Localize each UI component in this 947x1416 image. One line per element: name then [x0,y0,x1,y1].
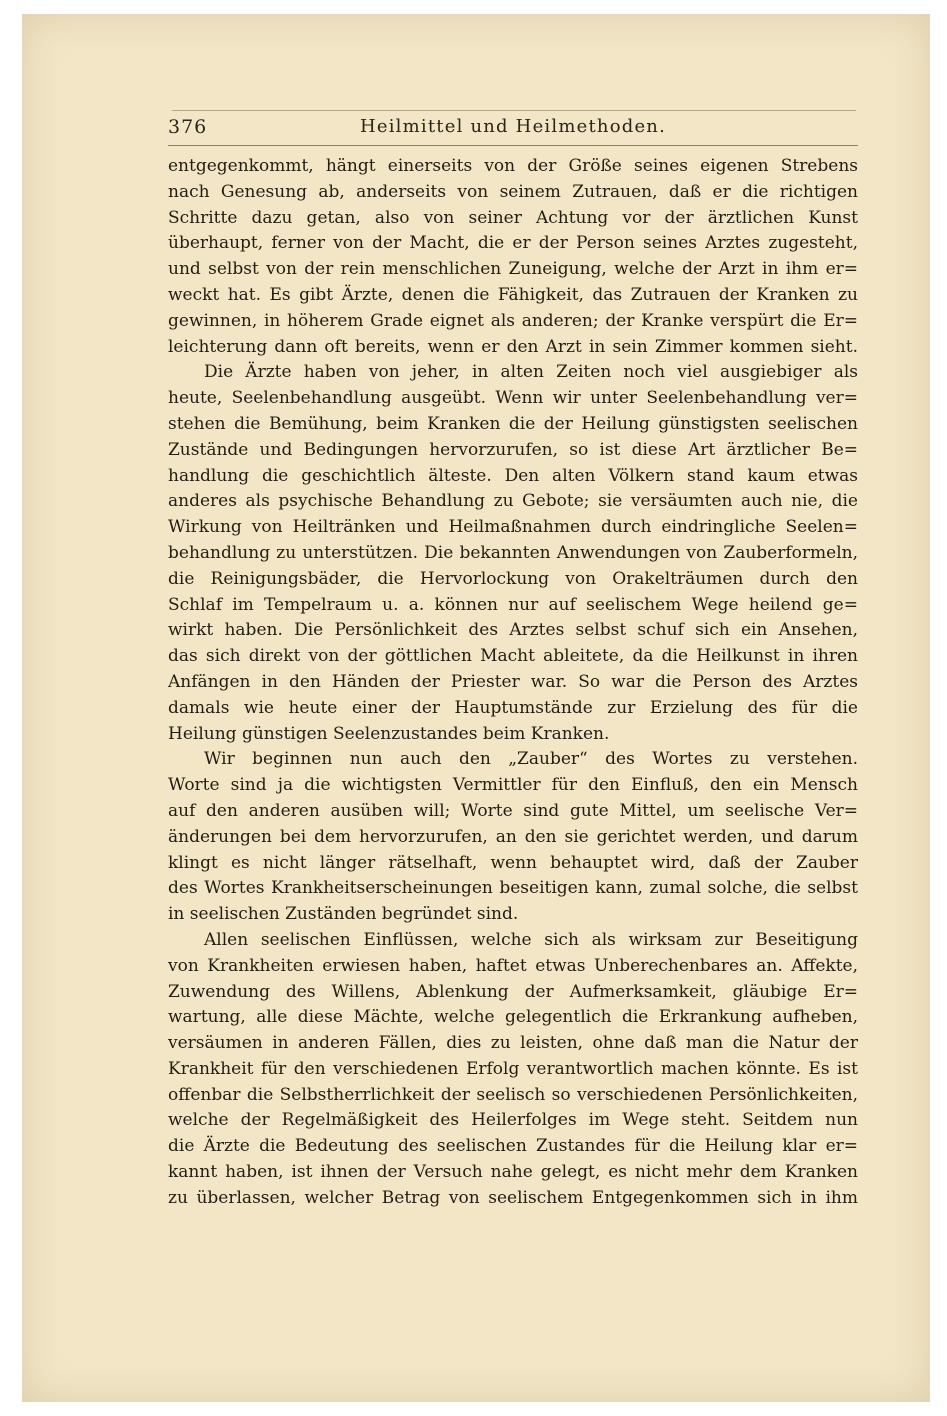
text-line: das sich direkt von der göttlichen Macht ableitete, da die Heilkunst in ihren [168,646,858,667]
text-line: zu überlassen, welcher Betrag von seelischem Entgegenkommen sich in ihm [168,1187,858,1208]
header-rule-top [172,110,856,111]
text-line: nach Genesung ab, anderseits von seinem Zutrauen, daß er die richtigen [168,181,858,202]
book-page [22,14,930,1402]
text-line: wartung, alle diese Mächte, welche gelegentlich die Erkrankung aufheben, [168,1007,858,1028]
text-line: änderungen bei dem hervorzurufen, an den sie gerichtet werden, und darum [168,826,858,847]
text-line: auf den anderen ausüben will; Worte sind gute Mittel, um seelische Ver= [168,800,858,821]
text-line: heute, Seelenbehandlung ausgeübt. Wenn wir unter Seelenbehandlung ver= [168,388,858,409]
text-line: Anfängen in den Händen der Priester war. So war die Person des Arztes [168,671,858,692]
text-line: Die Ärzte haben von jeher, in alten Zeiten noch viel ausgiebiger als [204,362,858,383]
text-line: von Krankheiten erwiesen haben, haftet etwas Unberechenbares an. Affekte, [168,955,858,976]
text-line: überhaupt, ferner von der Macht, die er der Person seines Arztes zugesteht, [168,233,858,254]
text-line: welche der Regelmäßigkeit des Heilerfolges im Wege steht. Seitdem nun [168,1110,858,1131]
text-line: entgegenkommt, hängt einerseits von der Größe seines eigenen Strebens [168,156,858,176]
text-line: Zuwendung des Willens, Ablenkung der Aufmerksamkeit, gläubige Er= [168,981,858,1002]
text-line: kannt haben, ist ihnen der Versuch nahe gelegt, es nicht mehr dem Kranken [168,1162,858,1183]
text-line: Krankheit für den verschiedenen Erfolg verantwortlich machen könnte. Es ist [168,1058,858,1079]
body-text [168,154,858,1212]
text-line: handlung die geschichtlich älteste. Den alten Völkern stand kaum etwas [168,465,858,486]
text-line: die Ärzte die Bedeutung des seelischen Zustandes für die Heilung klar er= [168,1136,858,1157]
text-line: Schlaf im Tempelraum u. a. können nur auf seelischem Wege heilend ge= [168,594,858,615]
text-line: offenbar die Selbstherrlichkeit der seelisch so verschiedenen Persönlichkeiten, [168,1084,858,1105]
text-line: behandlung zu unterstützen. Die bekannten Anwendungen von Zauberformeln, [168,542,858,563]
text-line: leichterung dann oft bereits, wenn er den Arzt in sein Zimmer kommen sieht. [168,336,858,357]
text-line: Wirkung von Heiltränken und Heilmaßnahmen durch eindringliche Seelen= [168,517,858,538]
text-line: stehen die Bemühung, beim Kranken die der Heilung günstigsten seelischen [168,413,858,434]
text-line: Wir beginnen nun auch den „Zauber“ des Wortes zu verstehen. [204,749,858,770]
text-line: in seelischen Zuständen begründet sind. [168,904,519,925]
text-line: des Wortes Krankheitserscheinungen beseitigen kann, zumal solche, die selbst [168,878,858,899]
text-line: damals wie heute einer der Hauptumstände zur Erzielung des für die [168,697,858,718]
text-line: Schritte dazu getan, also von seiner Achtung vor der ärztlichen Kunst [168,207,858,228]
text-line: gewinnen, in höherem Grade eignet als anderen; der Kranke verspürt die Er= [168,310,858,331]
text-line: Heilung günstigen Seelenzustandes beim Kranken. [168,723,610,744]
text-line: klingt es nicht länger rätselhaft, wenn behauptet wird, daß der Zauber [168,852,858,873]
page-header [168,114,858,144]
header-rule-bottom [168,145,858,146]
running-head: Heilmittel und Heilmethoden. [359,116,667,137]
text-line: anderes als psychische Behandlung zu Gebote; sie versäumten auch nie, die [168,491,858,512]
text-line: wirkt haben. Die Persönlichkeit des Arztes selbst schuf sich ein Ansehen, [168,620,858,641]
scan-margin [0,0,18,1416]
text-line: und selbst von der rein menschlichen Zuneigung, welche der Arzt in ihm er= [168,259,858,280]
text-line: die Reinigungsbäder, die Hervorlockung von Orakelträumen durch den [168,568,858,589]
text-line: Zustände und Bedingungen hervorzurufen, so ist diese Art ärztlicher Be= [168,439,858,460]
text-line: versäumen in anderen Fällen, dies zu leisten, ohne daß man die Natur der [168,1033,858,1054]
text-line: Allen seelischen Einflüssen, welche sich als wirksam zur Beseitigung [204,929,858,950]
page-number: 376 [168,116,208,138]
text-line: Worte sind ja die wichtigsten Vermittler für den Einfluß, den ein Mensch [168,775,858,796]
text-line: weckt hat. Es gibt Ärzte, denen die Fähigkeit, das Zutrauen der Kranken zu [168,284,858,305]
